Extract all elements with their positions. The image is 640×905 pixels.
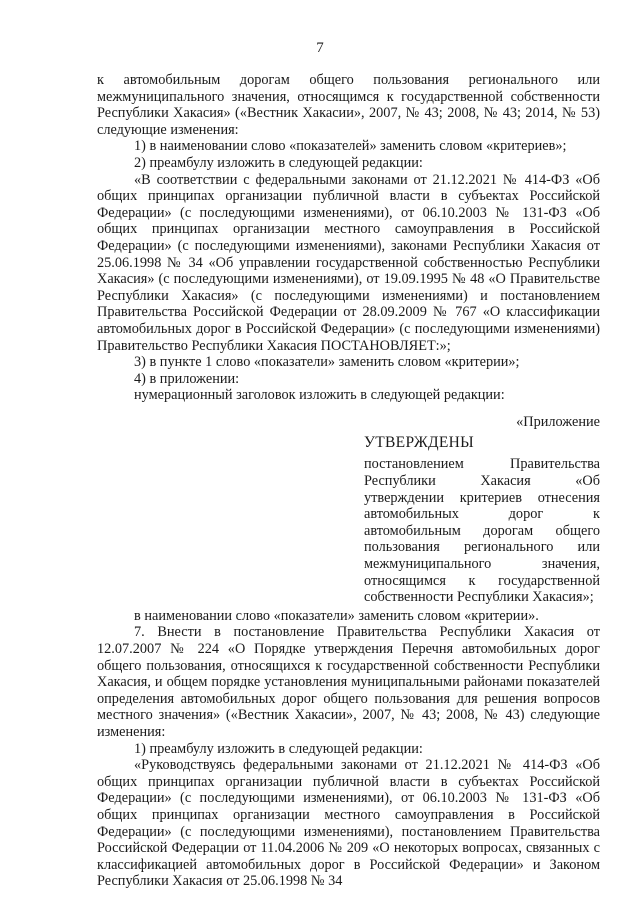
paragraph: в наименовании слово «показатели» заменить словом «критерии». (134, 607, 539, 624)
approval-block (364, 434, 600, 605)
page-number: 7 (316, 40, 324, 56)
paragraph: 2) преамбулу изложить в следующей редакции: (134, 154, 423, 171)
paragraph: «Руководствуясь федеральными законами от 21.12.2021 № 414-ФЗ «Об общих принципах организации публичной власти в субъектах Российской Федерации» (с последующими изменениями), от 06.10.2003 № 131-ФЗ «Об общих принципах организации местного самоуправления в Российской Федерации» (с последующими изменениями), постановлением Правительства Российской Федерации от 11.04.2006 № 209 «О некоторых вопросах, связанных с классификацией автомобильных дорог в Российской Федерации» и Законом Республики Хакасия от 25.06.1998 № 34 (97, 757, 600, 890)
paragraph: 1) преамбулу изложить в следующей редакции: (134, 740, 423, 757)
appendix-label: «Приложение (516, 413, 600, 430)
approval-heading: УТВЕРЖДЕНЫ (364, 434, 474, 452)
paragraph: 7. Внести в постановление Правительства Республики Хакасия от 12.07.2007 № 224 «О Порядке утверждения Перечня автомобильных дорог общего пользования, относящихся к государственной собственности Республики Хакасия, и общем порядке установления муниципальными районами показателей определения автомобильных дорог общего пользования для решения вопросов местного значения» («Вестник Хакасии», 2007, № 43; 2008, № 43) следующие изменения: (97, 624, 600, 740)
paragraph: 1) в наименовании слово «показателей» заменить словом «критериев»; (134, 138, 567, 155)
paragraph: «В соответствии с федеральными законами от 21.12.2021 № 414-ФЗ «Об общих принципах организации публичной власти в субъектах Российской Федерации» (с последующими изменениями), от 06.10.2003 № 131-ФЗ «Об общих принципах организации местного самоуправления в Российской Федерации» (с последующими изменениями), законами Республики Хакасия от 25.06.1998 № 34 «Об управлении государственной собственностью Республики Хакасия» (с последующими изменениями), от 19.09.1995 № 48 «О Правительстве Республики Хакасия» (с последующими изменениями) и постановлением Правительства Российской Федерации от 28.09.2009 № 767 «О классификации автомобильных дорог в Российской Федерации» (с последующими изменениями) Правительство Республики Хакасия ПОСТАНОВЛЯЕТ:»; (97, 171, 600, 354)
approval-text: постановлением Правительства Республики Хакасия «Об утверждении критериев отнесения автомобильных дорог к автомобильным дорогам общего пользования регионального или межмуниципального значения, относящимся к государственной собственности Республики Хакасия»; (364, 456, 600, 606)
paragraph: к автомобильным дорогам общего пользования регионального или межмуниципального значения, относящимся к государственной собственности Республики Хакасия» («Вестник Хакасии», 2007, № 43; 2008, № 43; 2014, № 53) следующие изменения: (97, 72, 600, 138)
document-body (97, 72, 600, 890)
paragraph: 3) в пункте 1 слово «показатели» заменить словом «критерии»; (134, 354, 520, 371)
paragraph: нумерационный заголовок изложить в следующей редакции: (134, 387, 505, 404)
paragraph: 4) в приложении: (134, 370, 240, 387)
